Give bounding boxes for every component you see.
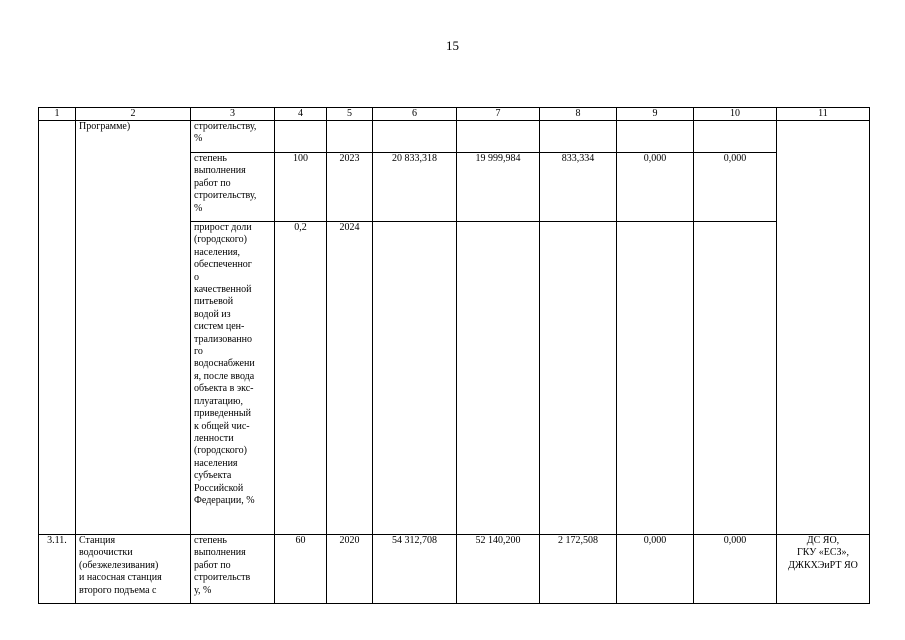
column-number-8: 8 <box>540 108 617 121</box>
column-number-11: 11 <box>777 108 870 121</box>
funding-col10-cell: 0,000 <box>694 153 777 222</box>
funding-col7-cell: 52 140,200 <box>457 535 540 604</box>
column-number-2: 2 <box>76 108 191 121</box>
col10-cell-empty <box>694 222 777 535</box>
activity-number-cell: 3.11. <box>39 535 76 604</box>
activity-name-cell: Станция водоочистки (обезжелезивания) и насосная станция второго подъема с <box>76 535 191 604</box>
funding-col7-cell: 19 999,984 <box>457 153 540 222</box>
total-cell-empty <box>373 121 457 153</box>
column-number-5: 5 <box>327 108 373 121</box>
total-funding-cell: 20 833,318 <box>373 153 457 222</box>
column-number-row <box>39 108 870 121</box>
year-cell: 2024 <box>327 222 373 535</box>
indicator-cell: степень выполнения работ по строительств у, % <box>191 535 275 604</box>
col7-cell-empty <box>457 222 540 535</box>
indicator-value-cell: 0,2 <box>275 222 327 535</box>
indicator-cell: степень выполнения работ по строительству, % <box>191 153 275 222</box>
year-cell: 2023 <box>327 153 373 222</box>
column-number-9: 9 <box>617 108 694 121</box>
page-number: 15 <box>446 38 459 53</box>
funding-col10-cell: 0,000 <box>694 535 777 604</box>
column-number-4: 4 <box>275 108 327 121</box>
year-cell: 2020 <box>327 535 373 604</box>
column-number-7: 7 <box>457 108 540 121</box>
funding-col8-cell: 833,334 <box>540 153 617 222</box>
indicator-cell: строительству, % <box>191 121 275 153</box>
total-cell-empty <box>373 222 457 535</box>
indicator-cell: прирост доли (городского) населения, обеспеченног о качественной питьевой водой из систем цен- трализованно го водоснабжени я, после ввода объекта в экс- плуатацию, приведенный к общей чис- ленности (городского) населения субъекта Российской Федерации, % <box>191 222 275 535</box>
col8-cell-empty <box>540 121 617 153</box>
executors-cell: ДС ЯО, ГКУ «ЕСЗ», ДЖКХЭиРТ ЯО <box>777 535 870 604</box>
column-number-1: 1 <box>39 108 76 121</box>
indicator-value-cell: 100 <box>275 153 327 222</box>
executors-cell-empty <box>777 121 870 535</box>
total-funding-cell: 54 312,708 <box>373 535 457 604</box>
column-number-6: 6 <box>373 108 457 121</box>
funding-col8-cell: 2 172,508 <box>540 535 617 604</box>
table-row <box>39 535 870 604</box>
program-activities-table <box>38 107 870 604</box>
value-cell-empty <box>275 121 327 153</box>
funding-col9-cell: 0,000 <box>617 153 694 222</box>
col8-cell-empty <box>540 222 617 535</box>
col7-cell-empty <box>457 121 540 153</box>
col9-cell-empty <box>617 222 694 535</box>
funding-col9-cell: 0,000 <box>617 535 694 604</box>
year-cell-empty <box>327 121 373 153</box>
col9-cell-empty <box>617 121 694 153</box>
table-row <box>39 121 870 153</box>
column-number-10: 10 <box>694 108 777 121</box>
col10-cell-empty <box>694 121 777 153</box>
indicator-value-cell: 60 <box>275 535 327 604</box>
activity-name-cell: Программе) <box>76 121 191 535</box>
number-cell-empty <box>39 121 76 535</box>
column-number-3: 3 <box>191 108 275 121</box>
